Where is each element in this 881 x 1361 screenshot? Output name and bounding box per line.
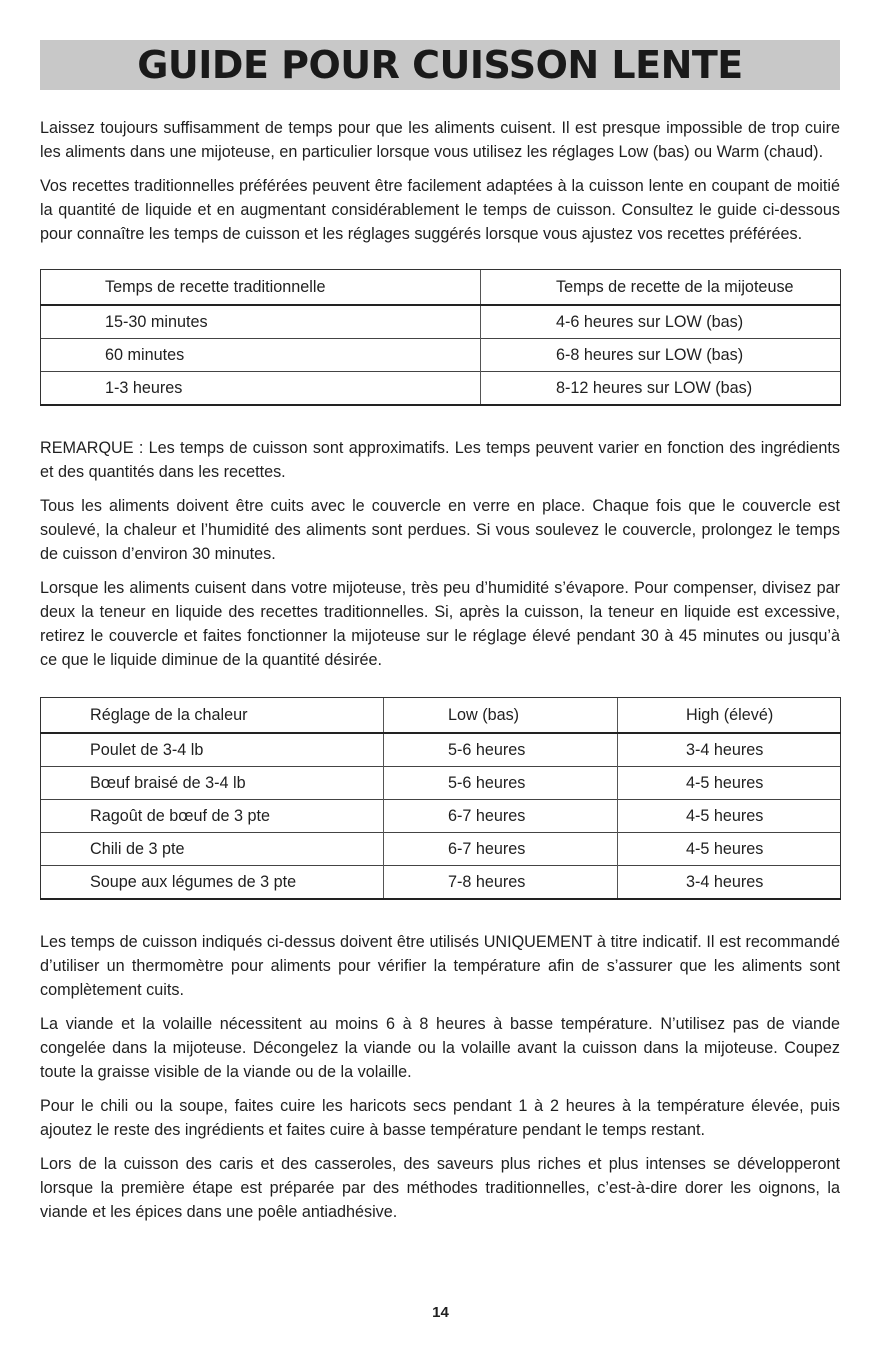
column-header-slow-cooker-time: Temps de recette de la mijoteuse [481, 270, 841, 306]
table-cell: 4-5 heures [618, 833, 841, 866]
table-row [41, 833, 841, 866]
table-cell: 60 minutes [41, 339, 481, 372]
table-cell: Bœuf braisé de 3-4 lb [41, 767, 384, 800]
table-cell: 4-5 heures [618, 800, 841, 833]
table-header-row [41, 270, 841, 306]
table-cell: 4-6 heures sur LOW (bas) [481, 305, 841, 339]
curry-paragraph: Lors de la cuisson des caris et des casseroles, des saveurs plus riches et plus intenses se développeront lorsque la première étape est préparée par des méthodes traditionnelles, c’est-à-dire dorer les oignons, la viande et les épices dans une poêle antiadhésive. [40, 1155, 840, 1221]
page-number: 14 [432, 1304, 449, 1321]
table-cell: 3-4 heures [618, 866, 841, 900]
table-cell: Chili de 3 pte [41, 833, 384, 866]
table-cell: 5-6 heures [384, 733, 618, 767]
column-header-heat-setting: Réglage de la chaleur [41, 698, 384, 734]
column-header-traditional-time: Temps de recette traditionnelle [41, 270, 481, 306]
table-row [41, 305, 841, 339]
meat-paragraph: La viande et la volaille nécessitent au moins 6 à 8 heures à basse température. N’utilisez pas de viande congelée dans la mijoteuse. Décongelez la viande ou la volaille avant la cuisson dans la mijoteuse. Coupez toute la graisse visible de la viande ou de la volaille. [40, 1015, 840, 1081]
title-banner [40, 40, 840, 90]
table-cell: 7-8 heures [384, 866, 618, 900]
beans-paragraph: Pour le chili ou la soupe, faites cuire les haricots secs pendant 1 à 2 heures à la température élevée, puis ajoutez le reste des ingrédients et faites cuire à basse température pendant le temps restant. [40, 1097, 840, 1139]
table-cell: Soupe aux légumes de 3 pte [41, 866, 384, 900]
table-cell: 15-30 minutes [41, 305, 481, 339]
table-row [41, 372, 841, 406]
table-cell: 6-7 heures [384, 800, 618, 833]
table-row [41, 866, 841, 900]
manual-page [40, 40, 840, 1224]
table-row [41, 800, 841, 833]
table-cell: 1-3 heures [41, 372, 481, 406]
thermometer-paragraph: Les temps de cuisson indiqués ci-dessus doivent être utilisés UNIQUEMENT à titre indicatif. Il est recommandé d’utiliser un thermomètre pour aliments pour vérifier la température afin de s’assurer que les aliments sont complètement cuits. [40, 933, 840, 999]
table-header-row [41, 698, 841, 734]
heat-setting-table [40, 697, 841, 900]
table-cell: Poulet de 3-4 lb [41, 733, 384, 767]
table-cell: 6-8 heures sur LOW (bas) [481, 339, 841, 372]
note-paragraph: REMARQUE : Les temps de cuisson sont approximatifs. Les temps peuvent varier en fonction des ingrédients et des quantités dans les recettes. [40, 439, 840, 481]
table-cell: 4-5 heures [618, 767, 841, 800]
table-cell: 5-6 heures [384, 767, 618, 800]
table-row [41, 767, 841, 800]
table-cell: 8-12 heures sur LOW (bas) [481, 372, 841, 406]
lid-paragraph: Tous les aliments doivent être cuits avec le couvercle en verre en place. Chaque fois que le couvercle est soulevé, la chaleur et l’humidité des aliments sont perdues. Si vous soulevez le couvercle, prolongez le temps de cuisson d’environ 30 minutes. [40, 497, 840, 563]
page-title: GUIDE POUR CUISSON LENTE [137, 43, 743, 87]
intro-paragraph-1: Laissez toujours suffisamment de temps pour que les aliments cuisent. Il est presque impossible de trop cuire les aliments dans une mijoteuse, en particulier lorsque vous utilisez les réglages Low (bas) ou Warm (chaud). [40, 119, 840, 161]
intro-paragraph-2: Vos recettes traditionnelles préférées peuvent être facilement adaptées à la cuisson lente en coupant de moitié la quantité de liquide et en augmentant considérablement le temps de cuisson. Consultez le guide ci-dessous pour connaître les temps de cuisson et les réglages suggérés lorsque vous ajustez vos recettes préférées. [40, 177, 840, 243]
liquid-paragraph: Lorsque les aliments cuisent dans votre mijoteuse, très peu d’humidité s’évapore. Pour compenser, divisez par deux la teneur en liquide des recettes traditionnelles. Si, après la cuisson, la teneur en liquide est excessive, retirez le couvercle et faites fonctionner la mijoteuse sur le réglage élevé pendant 30 à 45 minutes ou jusqu’à ce que le liquide diminue de la quantité désirée. [40, 579, 840, 669]
table-row [41, 733, 841, 767]
column-header-low: Low (bas) [384, 698, 618, 734]
table-cell: 3-4 heures [618, 733, 841, 767]
table-cell: 6-7 heures [384, 833, 618, 866]
recipe-time-conversion-table [40, 269, 841, 406]
table-row [41, 339, 841, 372]
table-cell: Ragoût de bœuf de 3 pte [41, 800, 384, 833]
column-header-high: High (élevé) [618, 698, 841, 734]
